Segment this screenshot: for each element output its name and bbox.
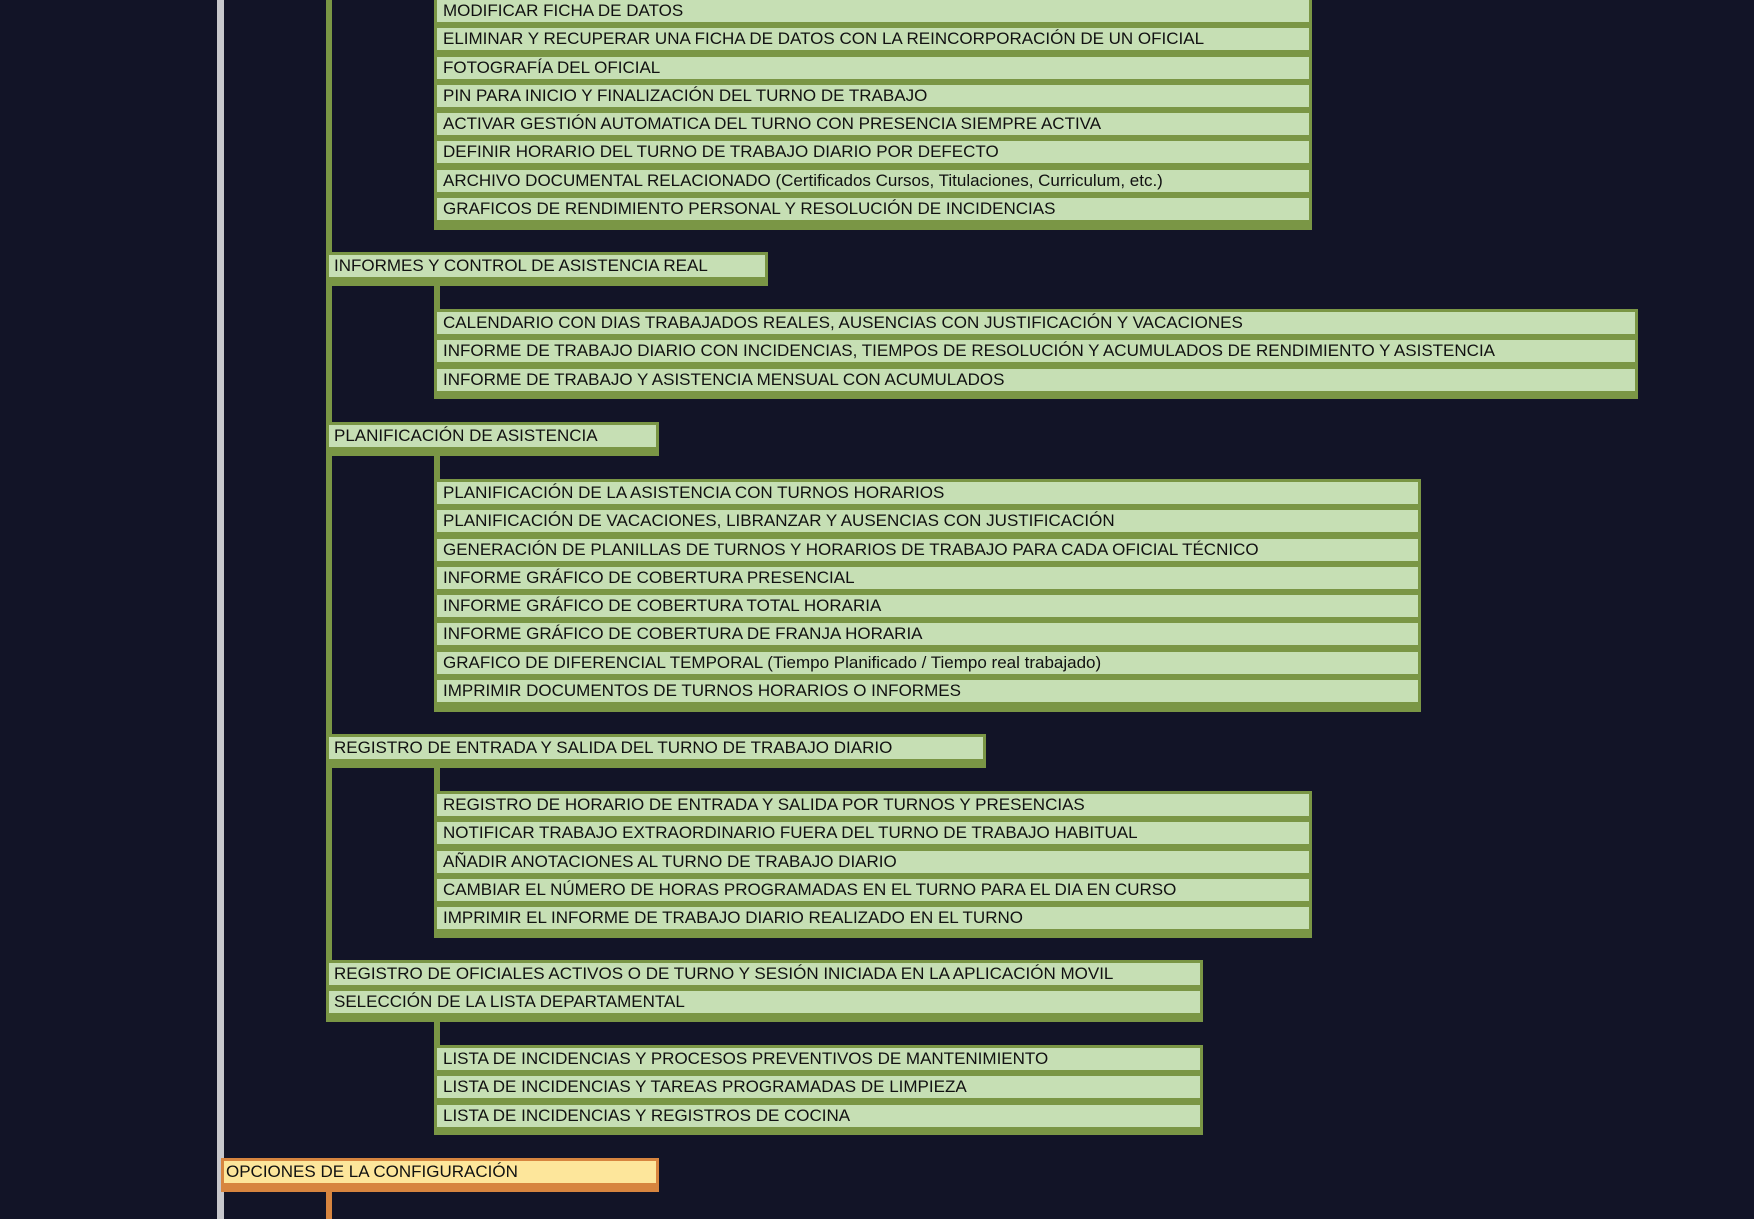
ficha-group [434,0,1312,230]
config-connector [326,1190,332,1219]
list-item[interactable]: PIN PARA INICIO Y FINALIZACIÓN DEL TURNO DE TRABAJO [437,85,1309,107]
list-item[interactable]: LISTA DE INCIDENCIAS Y TAREAS PROGRAMADAS DE LIMPIEZA [437,1076,1200,1098]
registro-header [326,734,986,768]
informes-group [434,309,1638,399]
listas-connector [434,1020,440,1048]
section-header[interactable]: INFORMES Y CONTROL DE ASISTENCIA REAL [329,255,765,277]
list-item[interactable]: ARCHIVO DOCUMENTAL RELACIONADO (Certificados Cursos, Titulaciones, Curriculum, etc.) [437,170,1309,192]
list-item[interactable]: CALENDARIO CON DIAS TRABAJADOS REALES, AUSENCIAS CON JUSTIFICACIÓN Y VACACIONES [437,312,1635,334]
planificacion-header [326,422,659,456]
config-label[interactable]: OPCIONES DE LA CONFIGURACIÓN [224,1161,656,1183]
list-item[interactable]: NOTIFICAR TRABAJO EXTRAORDINARIO FUERA DEL TURNO DE TRABAJO HABITUAL [437,822,1309,844]
list-item[interactable]: INFORME GRÁFICO DE COBERTURA TOTAL HORARIA [437,595,1418,617]
list-item[interactable]: INFORME GRÁFICO DE COBERTURA DE FRANJA HORARIA [437,623,1418,645]
list-item[interactable]: REGISTRO DE HORARIO DE ENTRADA Y SALIDA POR TURNOS Y PRESENCIAS [437,794,1309,816]
section-header[interactable]: SELECCIÓN DE LA LISTA DEPARTAMENTAL [329,991,1200,1013]
list-item[interactable]: GRAFICOS DE RENDIMIENTO PERSONAL Y RESOLUCIÓN DE INCIDENCIAS [437,198,1309,220]
list-item[interactable]: PLANIFICACIÓN DE VACACIONES, LIBRANZAR Y AUSENCIAS CON JUSTIFICACIÓN [437,510,1418,532]
section-header[interactable]: REGISTRO DE ENTRADA Y SALIDA DEL TURNO DE TRABAJO DIARIO [329,737,983,759]
registro-group [434,791,1312,938]
oficiales-header [326,960,1203,1022]
list-item[interactable]: ELIMINAR Y RECUPERAR UNA FICHA DE DATOS CON LA REINCORPORACIÓN DE UN OFICIAL [437,28,1309,50]
section-header[interactable]: PLANIFICACIÓN DE ASISTENCIA [329,425,656,447]
config-node [221,1158,659,1192]
main-trunk-line [217,0,224,1219]
informes-header [326,252,768,286]
listas-group [434,1045,1203,1135]
list-item[interactable]: MODIFICAR FICHA DE DATOS [437,0,1309,22]
list-item[interactable]: INFORME DE TRABAJO Y ASISTENCIA MENSUAL CON ACUMULADOS [437,369,1635,391]
planificacion-group [434,479,1421,712]
list-item[interactable]: IMPRIMIR EL INFORME DE TRABAJO DIARIO REALIZADO EN EL TURNO [437,907,1309,929]
section-header[interactable]: REGISTRO DE OFICIALES ACTIVOS O DE TURNO Y SESIÓN INICIADA EN LA APLICACIÓN MOVIL [329,963,1200,985]
list-item[interactable]: INFORME DE TRABAJO DIARIO CON INCIDENCIAS, TIEMPOS DE RESOLUCIÓN Y ACUMULADOS DE RENDIMIENTO Y ASISTENCIA [437,340,1635,362]
list-item[interactable]: GENERACIÓN DE PLANILLAS DE TURNOS Y HORARIOS DE TRABAJO PARA CADA OFICIAL TÉCNICO [437,539,1418,561]
list-item[interactable]: FOTOGRAFÍA DEL OFICIAL [437,57,1309,79]
list-item[interactable]: DEFINIR HORARIO DEL TURNO DE TRABAJO DIARIO POR DEFECTO [437,141,1309,163]
list-item[interactable]: ACTIVAR GESTIÓN AUTOMATICA DEL TURNO CON PRESENCIA SIEMPRE ACTIVA [437,113,1309,135]
level2-connector-line [326,0,332,1000]
list-item[interactable]: AÑADIR ANOTACIONES AL TURNO DE TRABAJO DIARIO [437,851,1309,873]
list-item[interactable]: LISTA DE INCIDENCIAS Y PROCESOS PREVENTIVOS DE MANTENIMIENTO [437,1048,1200,1070]
list-item[interactable]: GRAFICO DE DIFERENCIAL TEMPORAL (Tiempo Planificado / Tiempo real trabajado) [437,652,1418,674]
registro-connector [434,766,440,794]
list-item[interactable]: PLANIFICACIÓN DE LA ASISTENCIA CON TURNOS HORARIOS [437,482,1418,504]
list-item[interactable]: INFORME GRÁFICO DE COBERTURA PRESENCIAL [437,567,1418,589]
planificacion-connector [434,454,440,482]
list-item[interactable]: CAMBIAR EL NÚMERO DE HORAS PROGRAMADAS EN EL TURNO PARA EL DIA EN CURSO [437,879,1309,901]
list-item[interactable]: LISTA DE INCIDENCIAS Y REGISTROS DE COCINA [437,1105,1200,1127]
list-item[interactable]: IMPRIMIR DOCUMENTOS DE TURNOS HORARIOS O INFORMES [437,680,1418,702]
informes-connector [434,284,440,312]
